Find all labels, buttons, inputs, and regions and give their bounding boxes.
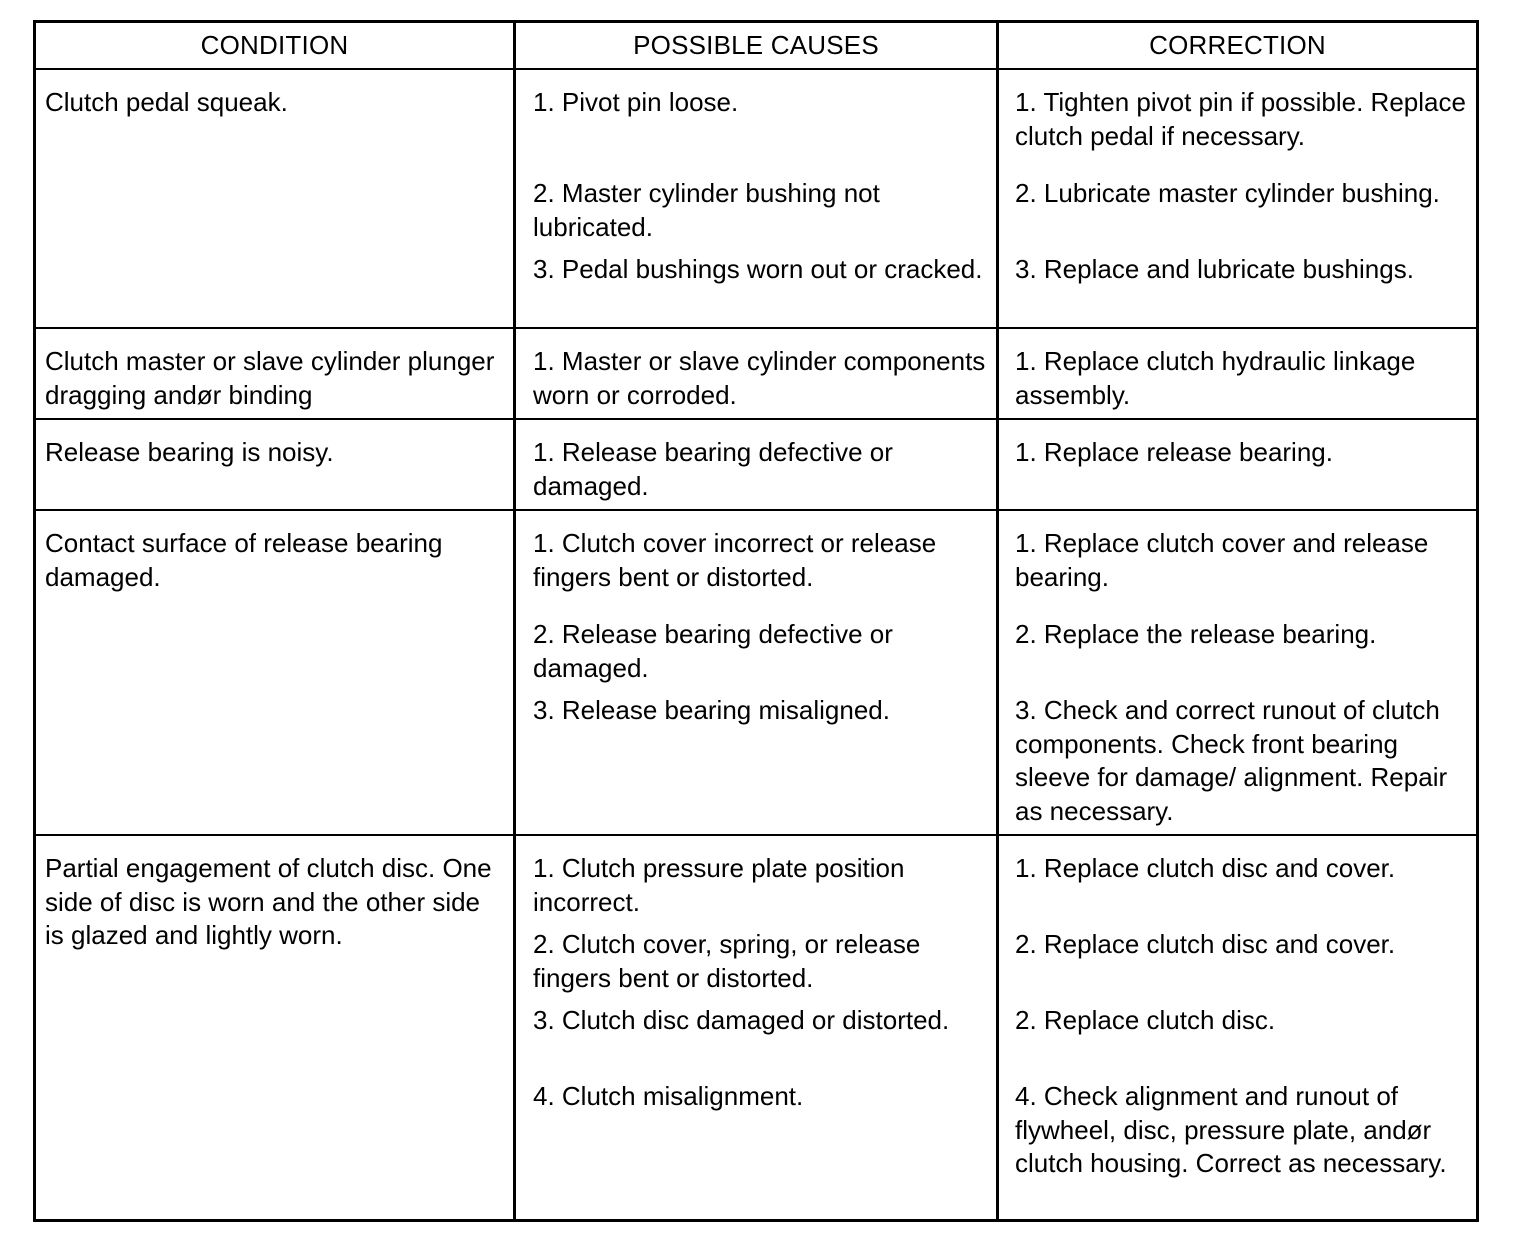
header-possible-causes: POSSIBLE CAUSES xyxy=(633,30,879,60)
condition-cell: Clutch pedal squeak. xyxy=(45,87,288,117)
condition-cell: Contact surface of release bearing damaged. xyxy=(45,528,443,592)
table-row xyxy=(36,68,1476,327)
correction-item: 4. Check alignment and runout of flywheel, disc, pressure plate, andør clutch housing. Correct as necessary. xyxy=(1015,1081,1447,1178)
troubleshooting-table xyxy=(33,20,1479,1222)
cause-item: 3. Pedal bushings worn out or cracked. xyxy=(533,254,983,284)
correction-item: 1. Replace clutch disc and cover. xyxy=(1015,853,1396,883)
cause-item: 1. Release bearing defective or damaged. xyxy=(533,437,893,501)
cause-item: 3. Release bearing misaligned. xyxy=(533,695,890,725)
correction-item: 1. Tighten pivot pin if possible. Replace clutch pedal if necessary. xyxy=(1015,87,1466,151)
cause-item: 1. Pivot pin loose. xyxy=(533,87,739,117)
correction-item: 2. Lubricate master cylinder bushing. xyxy=(1015,178,1440,208)
correction-item: 1. Replace release bearing. xyxy=(1015,437,1333,467)
cause-item: 1. Clutch pressure plate position incorrect. xyxy=(533,853,905,917)
correction-item: 2. Replace the release bearing. xyxy=(1015,619,1377,649)
cause-item: 3. Clutch disc damaged or distorted. xyxy=(533,1005,950,1035)
cause-item: 4. Clutch misalignment. xyxy=(533,1081,804,1111)
table-row xyxy=(36,418,1476,509)
table-row xyxy=(36,509,1476,834)
correction-item: 1. Replace clutch cover and release bearing. xyxy=(1015,528,1429,592)
correction-item: 2. Replace clutch disc. xyxy=(1015,1005,1276,1035)
header-row xyxy=(36,23,1476,68)
correction-item: 2. Replace clutch disc and cover. xyxy=(1015,929,1396,959)
cause-item: 1. Master or slave cylinder components worn or corroded. xyxy=(533,346,986,410)
table-row xyxy=(36,834,1476,1219)
cause-item: 2. Release bearing defective or damaged. xyxy=(533,619,893,683)
header-condition: CONDITION xyxy=(200,30,349,60)
condition-cell: Release bearing is noisy. xyxy=(45,437,334,467)
header-correction: CORRECTION xyxy=(1149,30,1326,60)
condition-cell: Partial engagement of clutch disc. One side of disc is worn and the other side is glazed and lightly worn. xyxy=(45,853,492,950)
correction-item: 1. Replace clutch hydraulic linkage assembly. xyxy=(1015,346,1416,410)
correction-item: 3. Replace and lubricate bushings. xyxy=(1015,254,1414,284)
correction-item: 3. Check and correct runout of clutch components. Check front bearing sleeve for damage/ alignment. Repair as necessary. xyxy=(1015,695,1448,826)
table-row xyxy=(36,327,1476,418)
cause-item: 1. Clutch cover incorrect or release fingers bent or distorted. xyxy=(533,528,937,592)
condition-cell: Clutch master or slave cylinder plunger dragging andør binding xyxy=(45,346,495,410)
cause-item: 2. Clutch cover, spring, or release fingers bent or distorted. xyxy=(533,929,921,993)
cause-item: 2. Master cylinder bushing not lubricated. xyxy=(533,178,880,242)
